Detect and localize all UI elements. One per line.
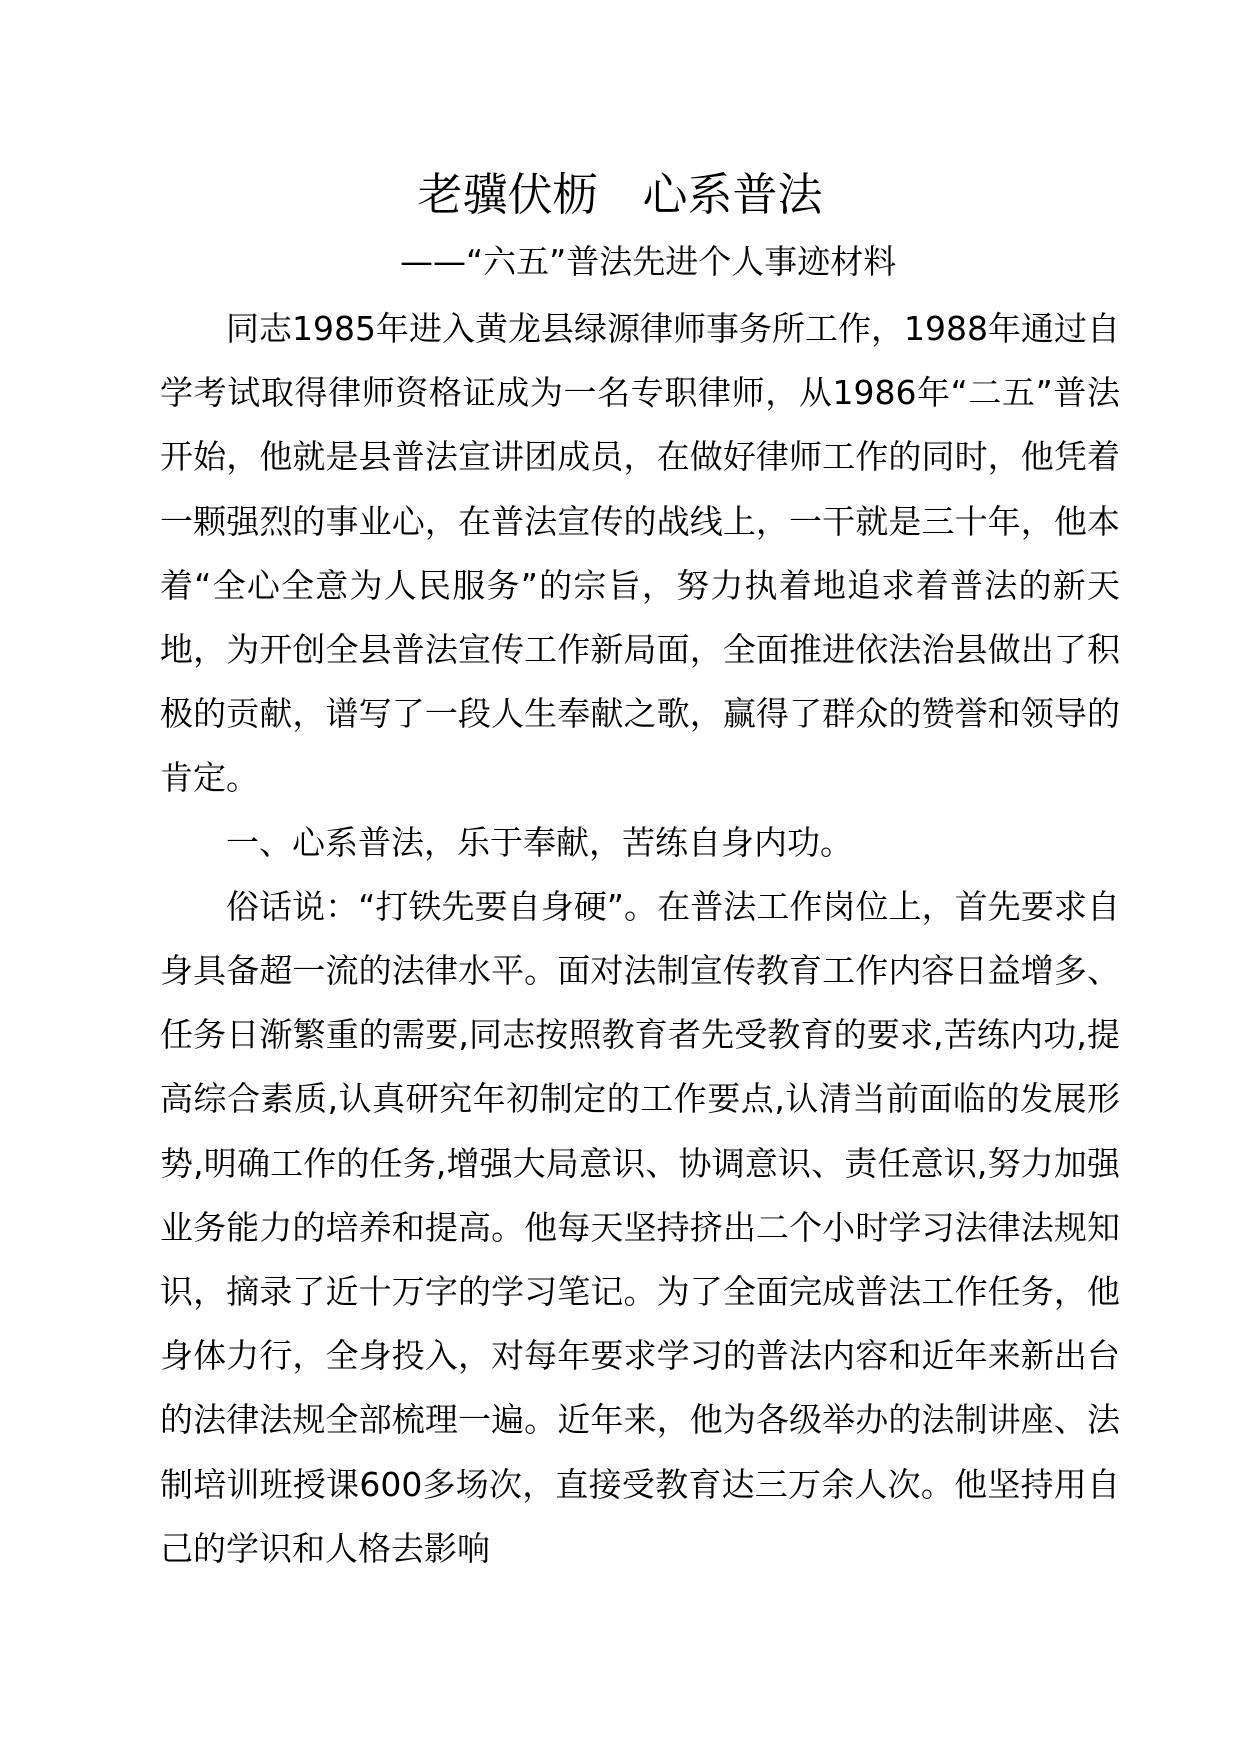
document-body xyxy=(160,297,1120,1581)
section-heading-one: 一、心系普法，乐于奉献，苦练自身内功。 xyxy=(226,822,853,862)
paragraph-intro: 同志1985年进入黄龙县绿源律师事务所工作，1988年通过自学考试取得律师资格证成为一名专职律师，从1986年“二五”普法开始，他就是县普法宣讲团成员，在做好律师工作的同时，他凭着一颗强烈的事业心，在普法宣传的战线上，一干就是三十年，他本着“全心全意为人民服务”的宗旨，努力执着地追求着普法的新天地，为开创全县普法宣传工作新局面，全面推进依法治县做出了积极的贡献，谱写了一段人生奉献之歌，赢得了群众的赞誉和领导的肯定。 xyxy=(160,309,1120,798)
paragraph-section-one: 俗话说：“打铁先要自身硬”。在普法工作岗位上，首先要求自身具备超一流的法律水平。面对法制宣传教育工作内容日益增多、任务日渐繁重的需要,同志按照教育者先受教育的要求,苦练内功,提高综合素质,认真研究年初制定的工作要点,认清当前面临的发展形势,明确工作的任务,增强大局意识、协调意识、责任意识,努力加强业务能力的培养和提高。他每天坚持挤出二个小时学习法律法规知识，摘录了近十万字的学习笔记。为了全面完成普法工作任务，他身体力行，全身投入，对每年要求学习的普法内容和近年来新出台的法律法规全部梳理一遍。近年来，他为各级举办的法制讲座、法制培训班授课600多场次，直接受教育达三万余人次。他坚持用自己的学识和人格去影响 xyxy=(160,886,1120,1568)
document-subtitle: ——“六五”普法先进个人事迹材料 xyxy=(400,242,897,281)
document-title: 老骥伏枥 心系普法 xyxy=(417,168,823,221)
